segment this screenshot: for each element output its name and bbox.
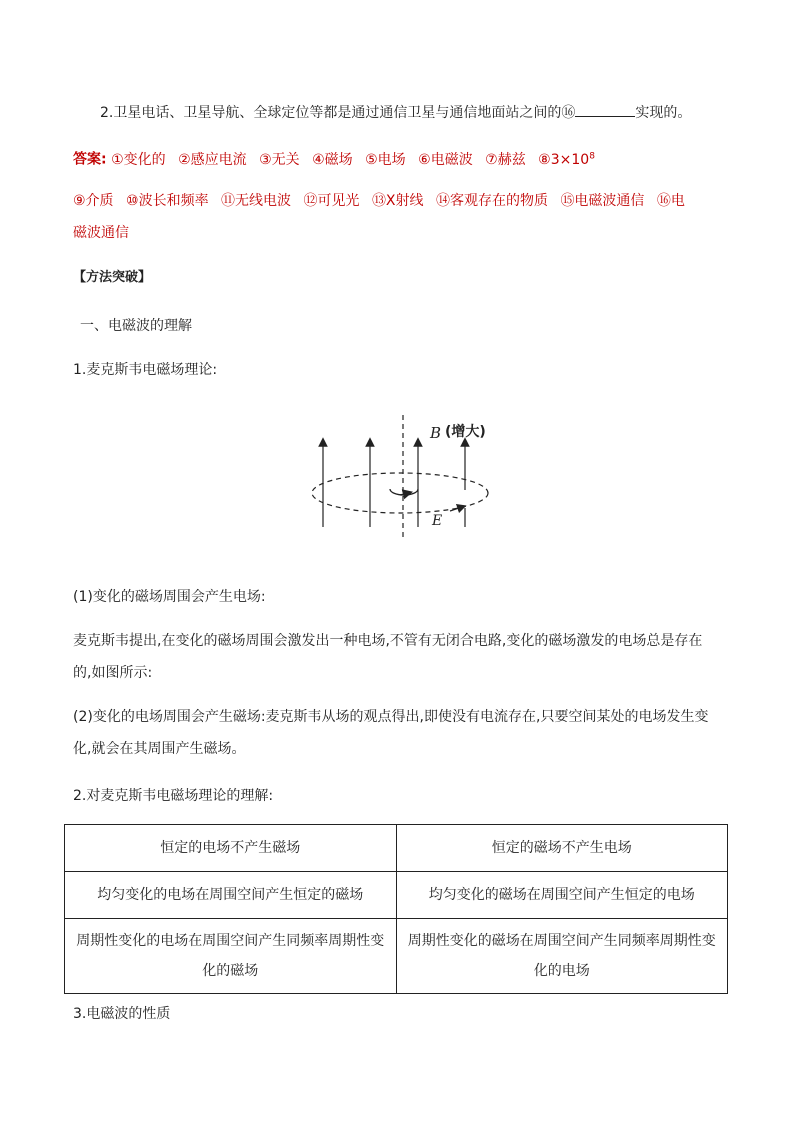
label-b-note: (增大) xyxy=(445,424,486,440)
table-cell: 周期性变化的电场在周围空间产生同频率周期性变化的磁场 xyxy=(65,919,397,994)
maxwell-field-figure xyxy=(300,405,500,549)
table-cell: 均匀变化的电场在周围空间产生恒定的磁场 xyxy=(65,872,397,919)
e-arrow xyxy=(450,507,462,511)
answer-item: ⑮电磁波通信 xyxy=(560,193,645,209)
table-row xyxy=(65,872,728,919)
table-row xyxy=(65,919,728,994)
table-cell: 恒定的磁场不产生电场 xyxy=(396,825,728,872)
table-cell: 恒定的电场不产生磁场 xyxy=(65,825,397,872)
answer-item: ②感应电流 xyxy=(178,151,247,168)
answers-row-1 xyxy=(73,146,595,170)
answer-blank xyxy=(575,102,635,117)
question-2-text-before: 2.卫星电话、卫星导航、全球定位等都是通过通信卫星与通信地面站之间的⑯ xyxy=(100,105,576,121)
label-b: B xyxy=(430,424,442,442)
answer-item: ③无关 xyxy=(259,151,300,168)
answer-exponent: 8 xyxy=(589,151,595,161)
answer-item: ⑯电 xyxy=(656,193,685,209)
answer-item-base: ⑧3×10 xyxy=(538,151,590,168)
answer-item: ⑥电磁波 xyxy=(418,151,473,168)
table-cell: 均匀变化的磁场在周围空间产生恒定的电场 xyxy=(396,872,728,919)
question-2-text-after: 实现的。 xyxy=(635,105,692,121)
para-1-text-line-2: 的,如图所示: xyxy=(73,665,153,681)
answer-item: ⑤电场 xyxy=(365,151,406,168)
answers-row-2 xyxy=(73,191,685,211)
maxwell-theory-table xyxy=(64,824,728,994)
field-diagram xyxy=(300,405,500,545)
answer-item: ⑬X射线 xyxy=(371,193,424,209)
item-1-heading: 1.麦克斯韦电磁场理论: xyxy=(73,362,218,378)
para-2-line-1: (2)变化的电场周围会产生磁场:麦克斯韦从场的观点得出,即使没有电流存在,只要空间某处的电场发生变 xyxy=(73,709,709,725)
question-2 xyxy=(100,102,691,123)
answer-item xyxy=(538,152,595,168)
answer-item: ④磁场 xyxy=(312,151,353,168)
label-e: E xyxy=(432,513,443,529)
answer-item: ①变化的 xyxy=(111,151,166,168)
answer-item: ⑭客观存在的物质 xyxy=(435,193,548,209)
answer-item: ⑦赫兹 xyxy=(485,151,526,168)
answers-row-3: 磁波通信 xyxy=(73,225,129,241)
answer-item: ⑫可见光 xyxy=(303,193,360,209)
answer-item: ⑨介质 xyxy=(73,193,114,209)
answer-item: ⑩波长和频率 xyxy=(126,193,209,209)
item-3-heading: 3.电磁波的性质 xyxy=(73,1006,171,1022)
para-2-line-2: 化,就会在其周围产生磁场。 xyxy=(73,741,246,757)
method-heading: 【方法突破】 xyxy=(73,270,152,285)
para-1-text-line-1: 麦克斯韦提出,在变化的磁场周围会激发出一种电场,不管有无闭合电路,变化的磁场激发的电场总是存在 xyxy=(73,633,703,649)
item-2-heading: 2.对麦克斯韦电磁场理论的理解: xyxy=(73,788,274,804)
answer-item: ⑪无线电波 xyxy=(221,193,292,209)
table-row xyxy=(65,825,728,872)
section-1-heading: 一、电磁波的理解 xyxy=(80,318,192,334)
answers-label: 答案: xyxy=(73,151,107,168)
table-cell: 周期性变化的磁场在周围空间产生同频率周期性变化的电场 xyxy=(396,919,728,994)
para-1-heading: (1)变化的磁场周围会产生电场: xyxy=(73,589,266,605)
